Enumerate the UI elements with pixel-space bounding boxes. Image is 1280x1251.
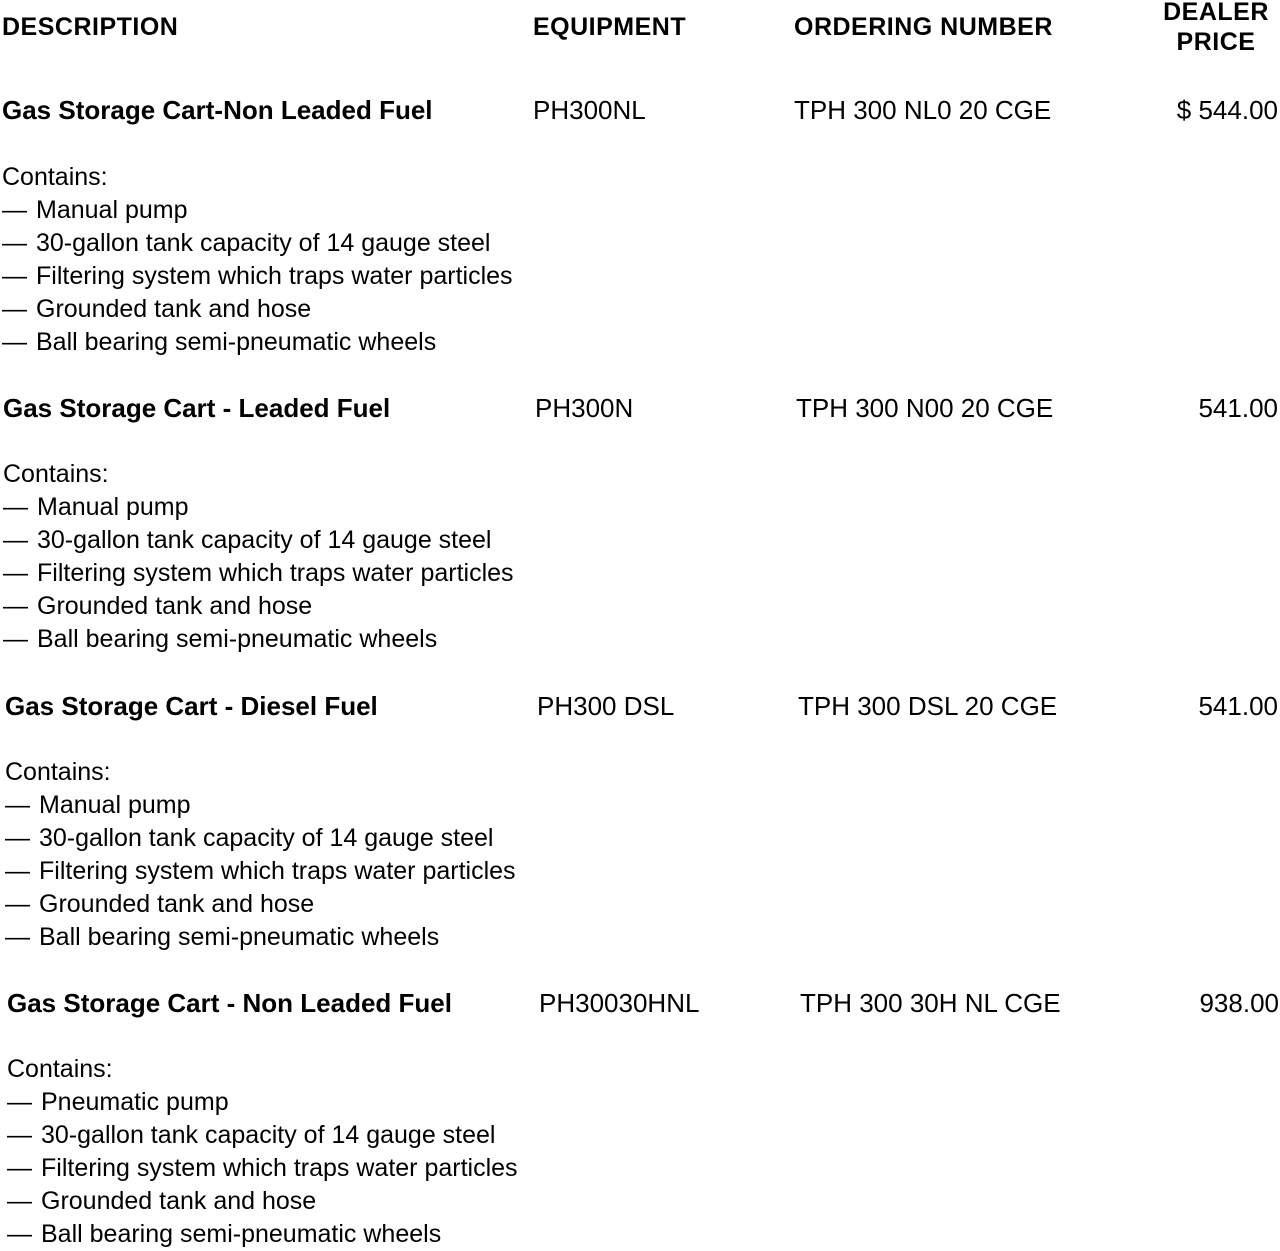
product-equipment: PH30030HNL [539, 988, 700, 1018]
feature-item: — Manual pump [2, 194, 513, 227]
dash-bullet: — [7, 1088, 32, 1116]
feature-item: — 30-gallon tank capacity of 14 gauge steel [7, 1119, 518, 1152]
product-price: 541.00 [1198, 691, 1278, 721]
feature-item: — 30-gallon tank capacity of 14 gauge steel [2, 227, 513, 260]
feature-item: — 30-gallon tank capacity of 14 gauge steel [3, 524, 514, 557]
product-row [0, 392, 1280, 424]
column-header-dealer-price [1150, 0, 1280, 57]
product-equipment: PH300N [535, 393, 634, 423]
product-description: Gas Storage Cart - Leaded Fuel [3, 393, 391, 423]
feature-item: — Grounded tank and hose [3, 590, 514, 623]
product-contents [3, 458, 514, 656]
feature-item: — Grounded tank and hose [5, 888, 516, 921]
product-ordering-number: TPH 300 NL0 20 CGE [794, 95, 1052, 125]
dash-bullet: — [3, 592, 28, 620]
product-contents [7, 1053, 518, 1251]
feature-item: — Ball bearing semi-pneumatic wheels [2, 326, 513, 359]
feature-item: — Pneumatic pump [7, 1086, 518, 1119]
feature-item: — Grounded tank and hose [2, 293, 513, 326]
feature-item: — 30-gallon tank capacity of 14 gauge steel [5, 822, 516, 855]
product-ordering-number: TPH 300 N00 20 CGE [796, 393, 1054, 423]
dash-bullet: — [5, 923, 30, 951]
dash-bullet: — [7, 1154, 32, 1182]
dash-bullet: — [2, 295, 27, 323]
dash-bullet: — [7, 1187, 32, 1215]
feature-item: — Grounded tank and hose [7, 1185, 518, 1218]
column-header-description: DESCRIPTION [2, 13, 179, 41]
dash-bullet: — [5, 791, 30, 819]
dash-bullet: — [3, 625, 28, 653]
feature-item: — Filtering system which traps water particles [2, 260, 513, 293]
contains-label: Contains: [7, 1055, 113, 1083]
dash-bullet: — [3, 526, 28, 554]
product-contents [2, 161, 513, 359]
dash-bullet: — [2, 328, 27, 356]
product-row [0, 94, 1280, 126]
contains-label: Contains: [2, 163, 108, 191]
product-contents [5, 756, 516, 954]
contains-label: Contains: [3, 460, 109, 488]
dealer-price-header-line2: PRICE [1176, 28, 1256, 56]
feature-item: — Filtering system which traps water particles [5, 855, 516, 888]
dash-bullet: — [5, 824, 30, 852]
dash-bullet: — [7, 1121, 32, 1149]
feature-item: — Manual pump [5, 789, 516, 822]
product-equipment: PH300 DSL [537, 691, 675, 721]
product-ordering-number: TPH 300 DSL 20 CGE [798, 691, 1058, 721]
product-row [0, 987, 1280, 1019]
product-equipment: PH300NL [533, 95, 646, 125]
dash-bullet: — [3, 493, 28, 521]
product-ordering-number: TPH 300 30H NL CGE [800, 988, 1061, 1018]
dealer-price-header-line1: DEALER [1163, 0, 1269, 26]
product-price: $ 544.00 [1176, 95, 1278, 125]
feature-item: — Filtering system which traps water particles [7, 1152, 518, 1185]
product-description: Gas Storage Cart-Non Leaded Fuel [2, 95, 433, 125]
contains-label: Contains: [5, 758, 111, 786]
dash-bullet: — [5, 857, 30, 885]
feature-item: — Filtering system which traps water particles [3, 557, 514, 590]
product-price: 541.00 [1198, 393, 1278, 423]
feature-item: — Ball bearing semi-pneumatic wheels [3, 623, 514, 656]
dash-bullet: — [3, 559, 28, 587]
product-row [0, 690, 1280, 722]
product-description: Gas Storage Cart - Non Leaded Fuel [7, 988, 452, 1018]
feature-item: — Ball bearing semi-pneumatic wheels [7, 1218, 518, 1251]
product-price: 938.00 [1199, 988, 1279, 1018]
dash-bullet: — [2, 229, 27, 257]
column-header-ordering-number: ORDERING NUMBER [794, 13, 1053, 41]
product-description: Gas Storage Cart - Diesel Fuel [5, 691, 378, 721]
feature-item: — Ball bearing semi-pneumatic wheels [5, 921, 516, 954]
dash-bullet: — [2, 196, 27, 224]
column-header-equipment: EQUIPMENT [533, 13, 687, 41]
dash-bullet: — [2, 262, 27, 290]
dash-bullet: — [5, 890, 30, 918]
dash-bullet: — [7, 1220, 32, 1248]
feature-item: — Manual pump [3, 491, 514, 524]
